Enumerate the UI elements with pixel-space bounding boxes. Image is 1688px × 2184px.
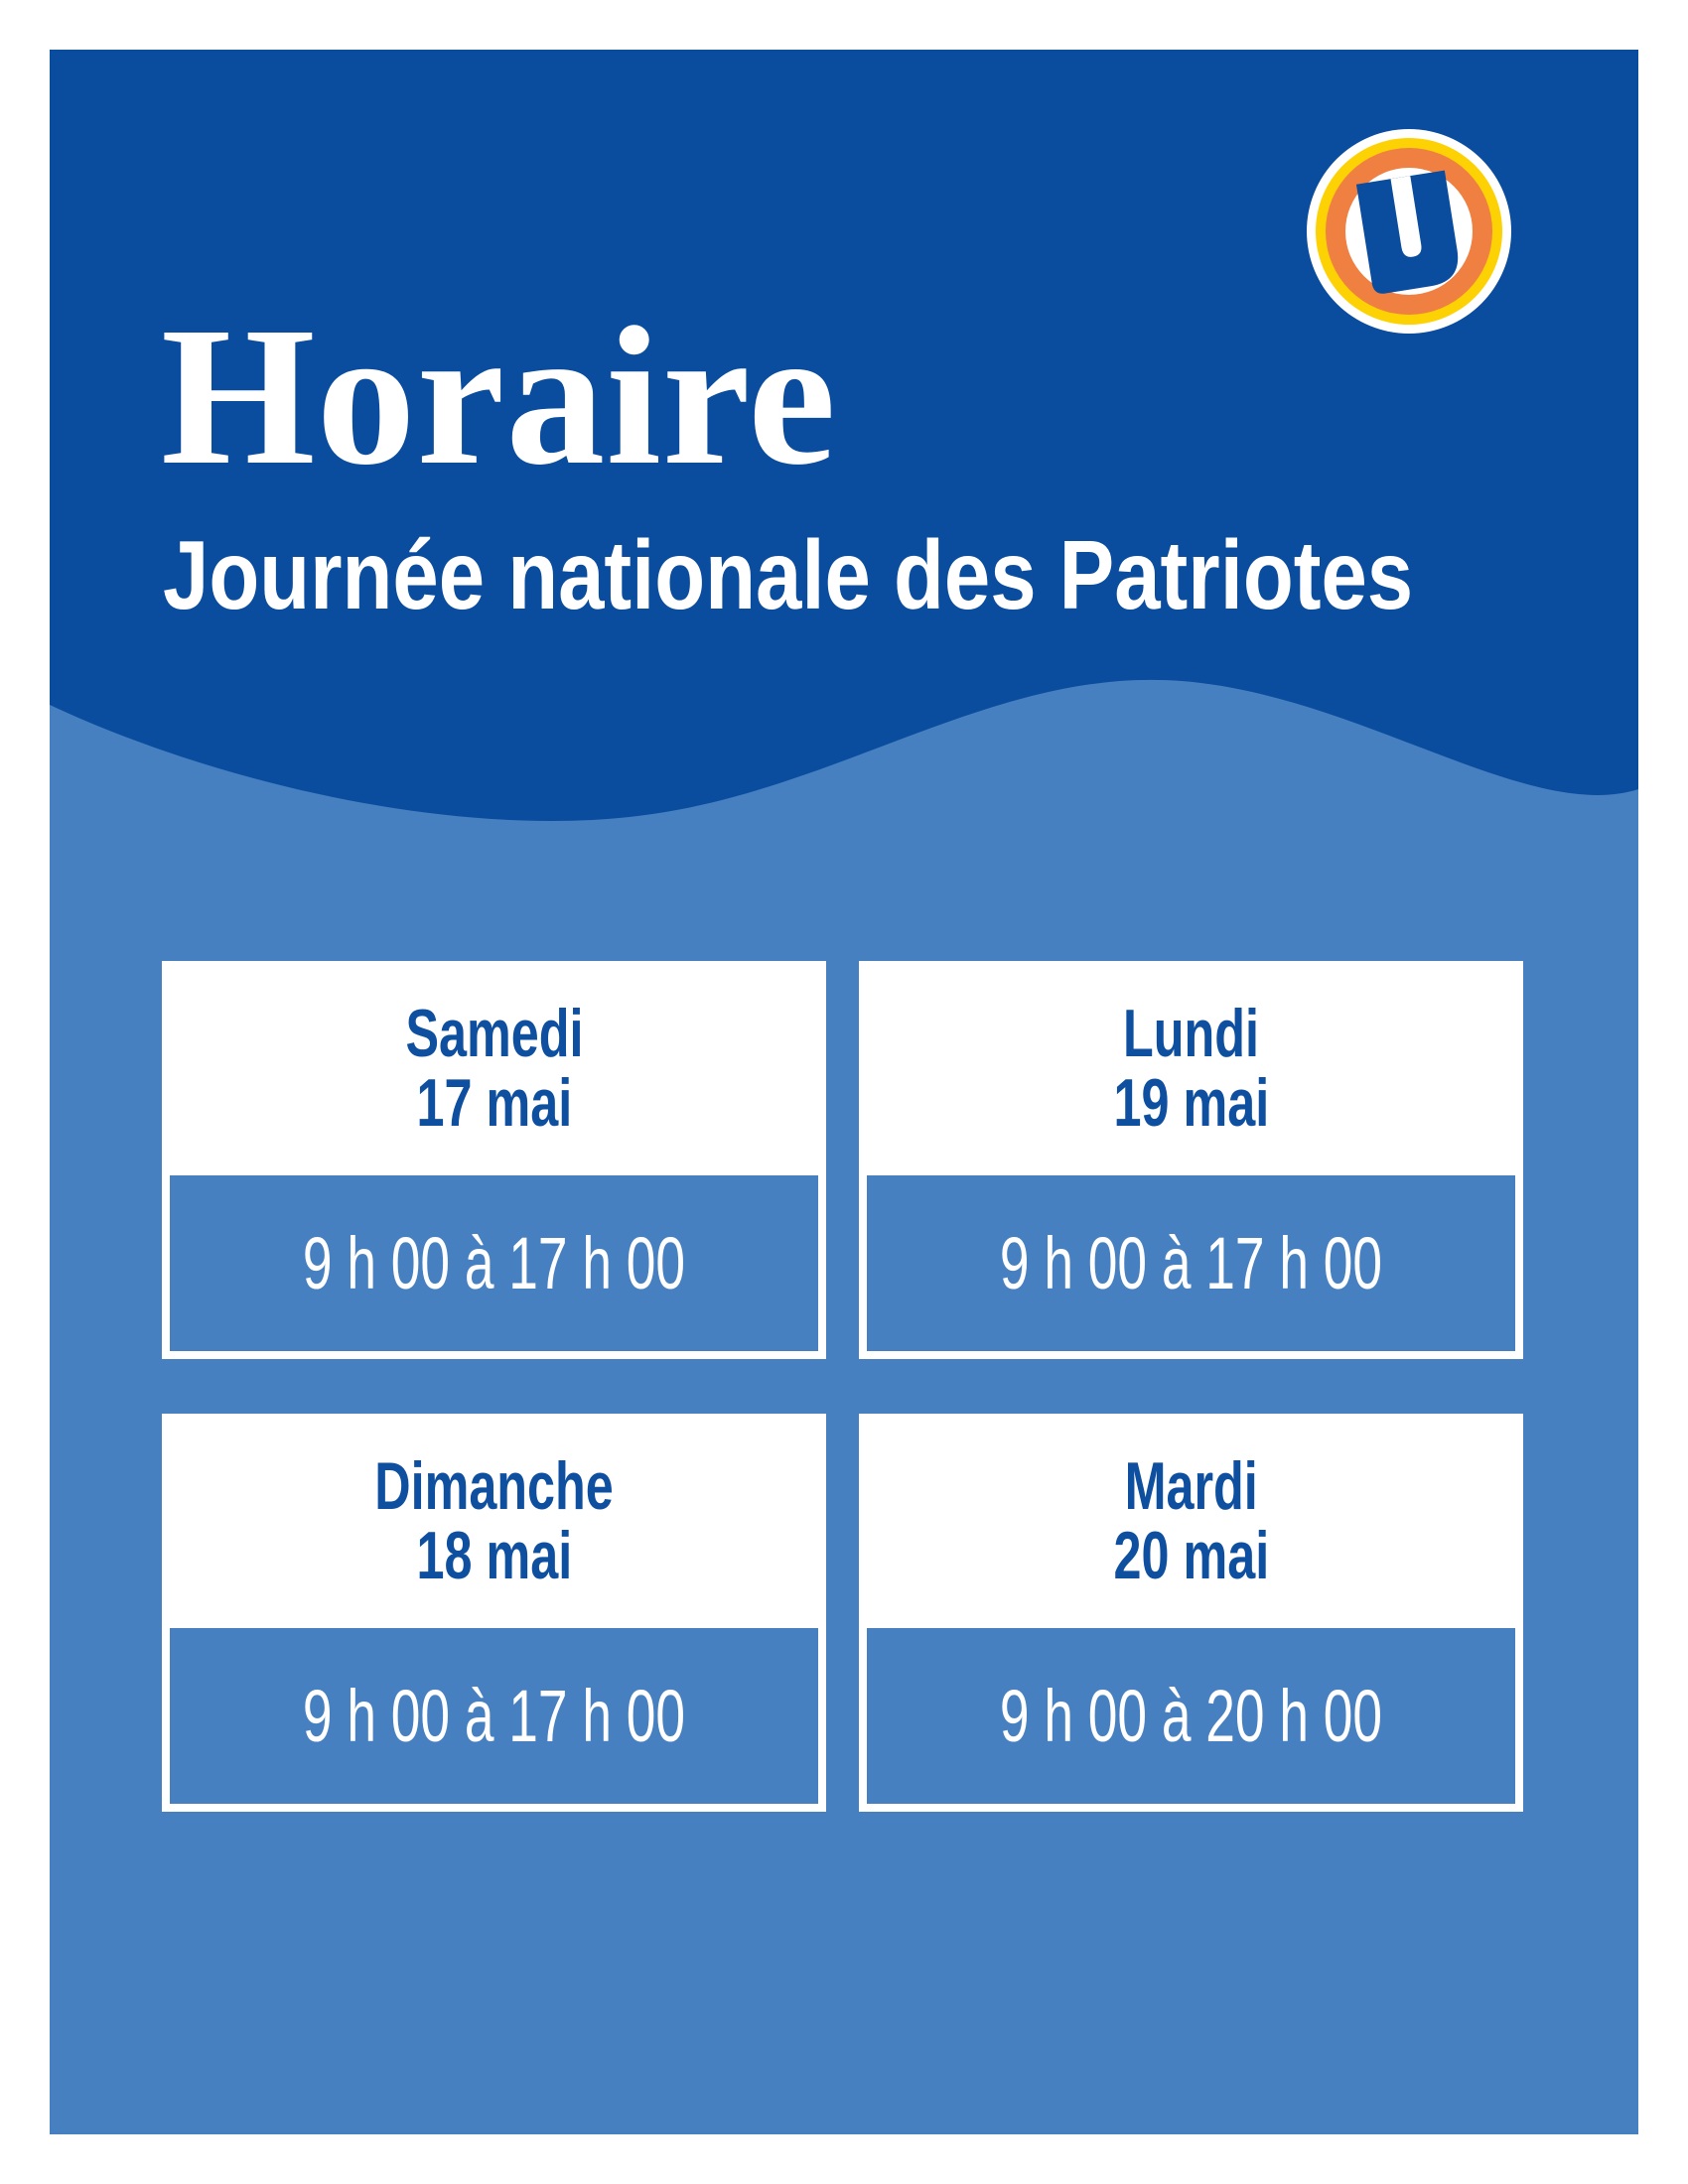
schedule-card xyxy=(859,961,1523,1359)
card-date-label: 19 mai xyxy=(1113,1065,1269,1141)
card-hours-label: 9 h 00 à 17 h 00 xyxy=(999,1221,1383,1304)
card-day-section xyxy=(162,961,826,1175)
card-day-section xyxy=(162,1414,826,1628)
card-hours-band xyxy=(170,1175,818,1351)
card-hours-band xyxy=(867,1628,1515,1804)
card-date-label: 17 mai xyxy=(416,1065,572,1141)
card-day-label: Lundi xyxy=(1123,996,1259,1071)
card-hours-label: 9 h 00 à 17 h 00 xyxy=(302,1674,686,1757)
card-day-section xyxy=(859,1414,1523,1628)
card-day-label: Mardi xyxy=(1124,1448,1258,1524)
logo-u-letter xyxy=(1356,171,1463,296)
card-hours-band xyxy=(170,1628,818,1804)
page-title: Horaire xyxy=(161,287,837,506)
card-day-label: Dimanche xyxy=(374,1448,614,1524)
card-date-label: 20 mai xyxy=(1113,1518,1269,1593)
schedule-card xyxy=(162,961,826,1359)
card-hours-label: 9 h 00 à 17 h 00 xyxy=(302,1221,686,1304)
schedule-card xyxy=(859,1414,1523,1812)
card-day-section xyxy=(859,961,1523,1175)
page-subtitle: Journée nationale des Patriotes xyxy=(163,520,1414,629)
schedule-card xyxy=(162,1414,826,1812)
card-hours-label: 9 h 00 à 20 h 00 xyxy=(999,1674,1383,1757)
card-day-label: Samedi xyxy=(404,996,583,1071)
u-brand-logo-icon xyxy=(1305,127,1513,336)
card-date-label: 18 mai xyxy=(416,1518,572,1593)
card-hours-band xyxy=(867,1175,1515,1351)
poster-content xyxy=(50,50,1638,2134)
